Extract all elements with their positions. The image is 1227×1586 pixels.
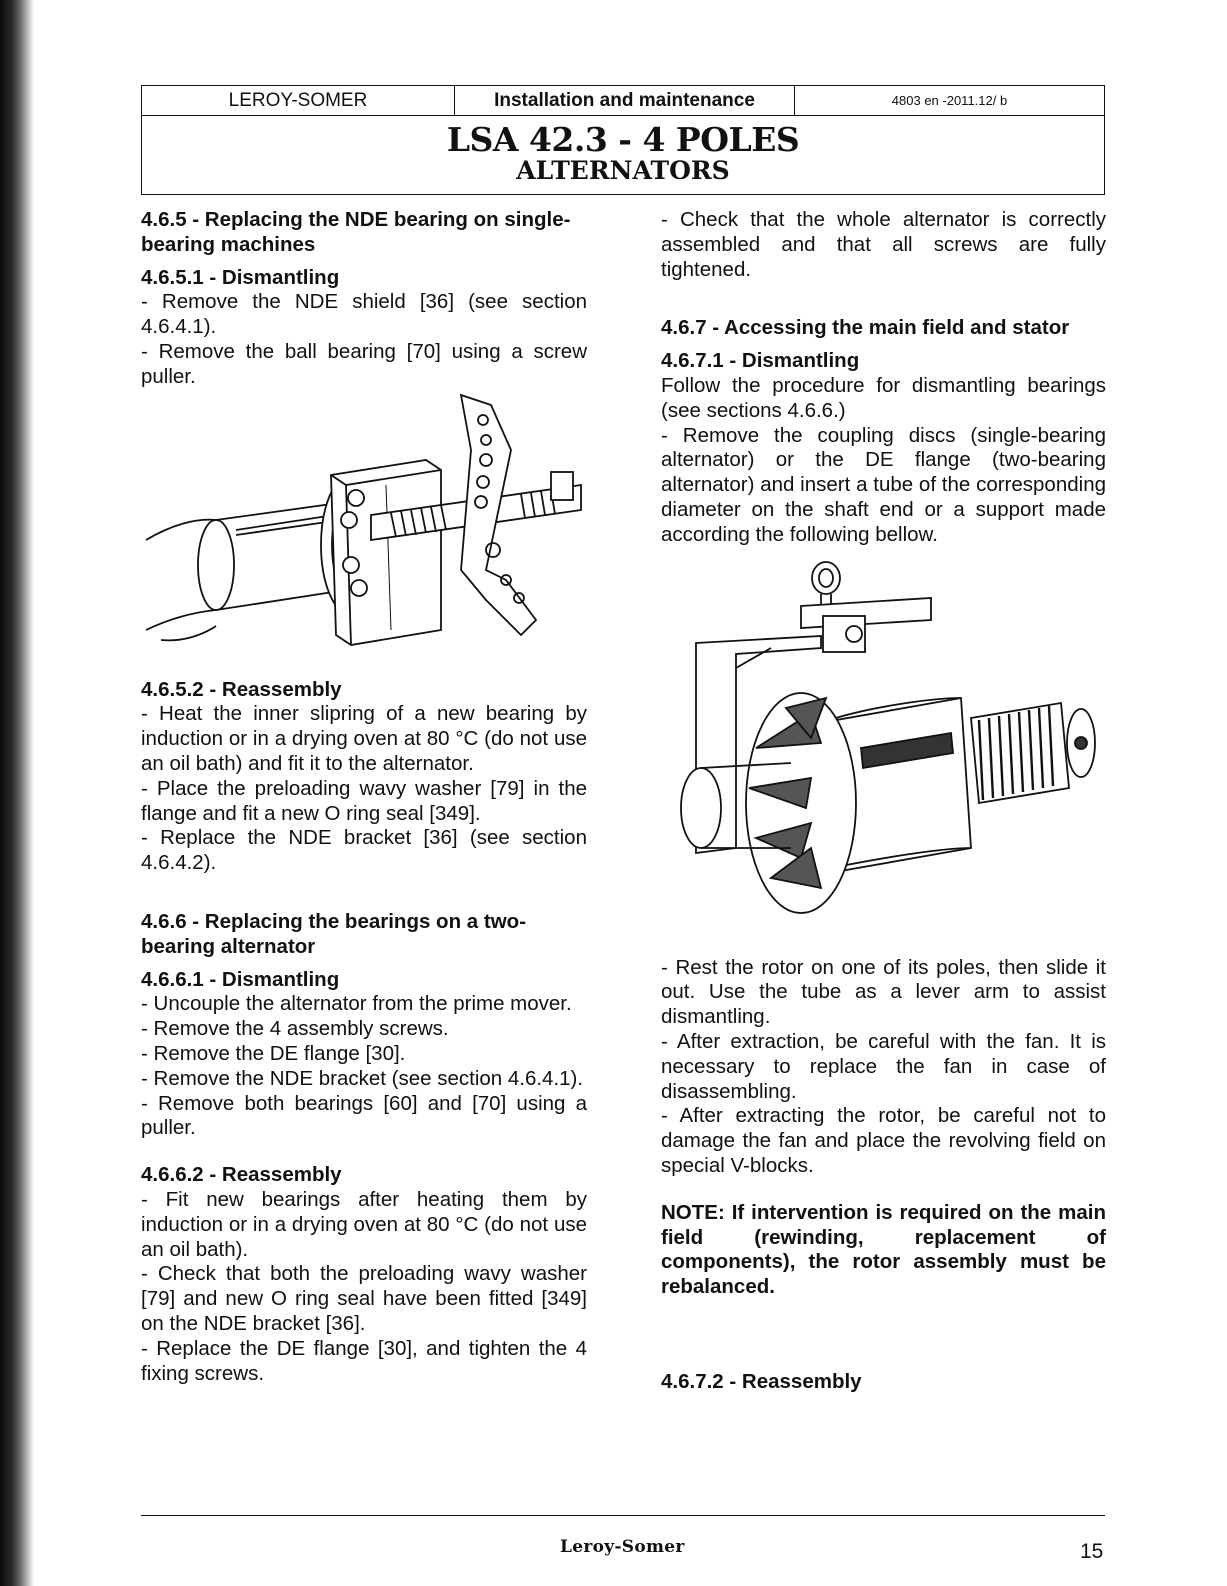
header-title: LSA 42.3 - 4 POLES [446,120,800,159]
paragraph: - Replace the DE flange [30], and tighten the 4 fixing screws. [141,1336,587,1385]
note-paragraph: NOTE: If intervention is required on the main field (rewinding, replacement of components), the rotor assembly must be rebalanced. [661,1200,1106,1299]
paragraph: - Rest the rotor on one of its poles, then slide it out. Use the tube as a lever arm to assist dismantling. [661,955,1106,1029]
footer-brand: Leroy-Somer [560,1537,685,1557]
paragraph: - Remove the 4 assembly screws. [141,1017,449,1041]
paragraph: - Remove the coupling discs (single-bearing alternator) or the DE flange (two-bearing alternator) and insert a tube of the corresponding diameter on the shaft end or a support made according the following bellow. [661,423,1106,546]
paragraph: - Uncouple the alternator from the prime mover. [141,992,572,1016]
paragraph: - Remove both bearings [60] and [70] using a puller. [141,1091,587,1140]
paragraph: - Check that both the preloading wavy washer [79] and new O ring seal have been fitted [349] on the NDE bracket [36]. [141,1262,587,1335]
paragraph: - Check that the whole alternator is correctly assembled and that all screws are fully tightened. [661,208,1106,281]
section-heading-4-6-7-1: 4.6.7.1 - Dismantling [661,349,860,373]
paragraph: - Replace the NDE bracket [36] (see section 4.6.4.2). [141,826,587,875]
paragraph: - After extracting the rotor, be careful not to damage the fan and place the revolving field on special V-blocks. [661,1104,1106,1177]
paragraph: - Remove the NDE bracket (see section 4.6.4.1). [141,1066,584,1090]
paragraph: - Place the preloading wavy washer [79] in the flange and fit a new O ring seal [349]. [141,776,587,825]
header-doc-type: Installation and maintenance [455,86,795,115]
left-column [141,208,587,1386]
rotor-extraction-figure [661,548,1106,948]
footer-divider [141,1515,1105,1516]
scan-binding-edge [0,0,34,1586]
paragraph: - Fit new bearings after heating them by induction or in a drying oven at 80 °C (do not use an oil bath). [141,1187,587,1261]
page-header [141,85,1105,195]
header-subtitle: ALTERNATORS [516,156,730,185]
paragraph: - Remove the ball bearing [70] using a screw puller. [141,339,587,388]
header-row [142,86,1104,116]
section-heading-4-6-6-1: 4.6.6.1 - Dismantling [141,967,340,991]
header-doc-ref: 4803 en -2011.12/ b [891,93,1008,108]
paragraph: - After extraction, be careful with the fan. It is necessary to replace the fan in case of disassembling. [661,1029,1106,1103]
section-heading-4-6-5: 4.6.5 - Replacing the NDE bearing on single-bearing machines [141,208,571,256]
bearing-puller-figure [141,390,587,670]
paragraph: - Remove the DE flange [30]. [141,1041,406,1065]
page-number: 15 [1080,1540,1104,1563]
section-heading-4-6-6: 4.6.6 - Replacing the bearings on a two-bearing alternator [141,909,527,958]
section-heading-4-6-6-2: 4.6.6.2 - Reassembly [141,1163,342,1187]
right-column [661,208,1106,1395]
paragraph: Follow the procedure for dismantling bearings (see sections 4.6.6.) [661,373,1106,422]
section-heading-4-6-7-2: 4.6.7.2 - Reassembly [661,1369,862,1393]
header-company: LEROY-SOMER [142,86,455,115]
section-heading-4-6-5-1: 4.6.5.1 - Dismantling [141,265,340,289]
paragraph: - Heat the inner slipring of a new bearing by induction or in a drying oven at 80 °C (do not use an oil bath) and fit it to the alternator. [141,702,587,775]
section-heading-4-6-7: 4.6.7 - Accessing the main field and stator [661,316,1070,340]
section-heading-4-6-5-2: 4.6.5.2 - Reassembly [141,677,342,701]
paragraph: - Remove the NDE shield [36] (see section 4.6.4.1). [141,290,587,339]
